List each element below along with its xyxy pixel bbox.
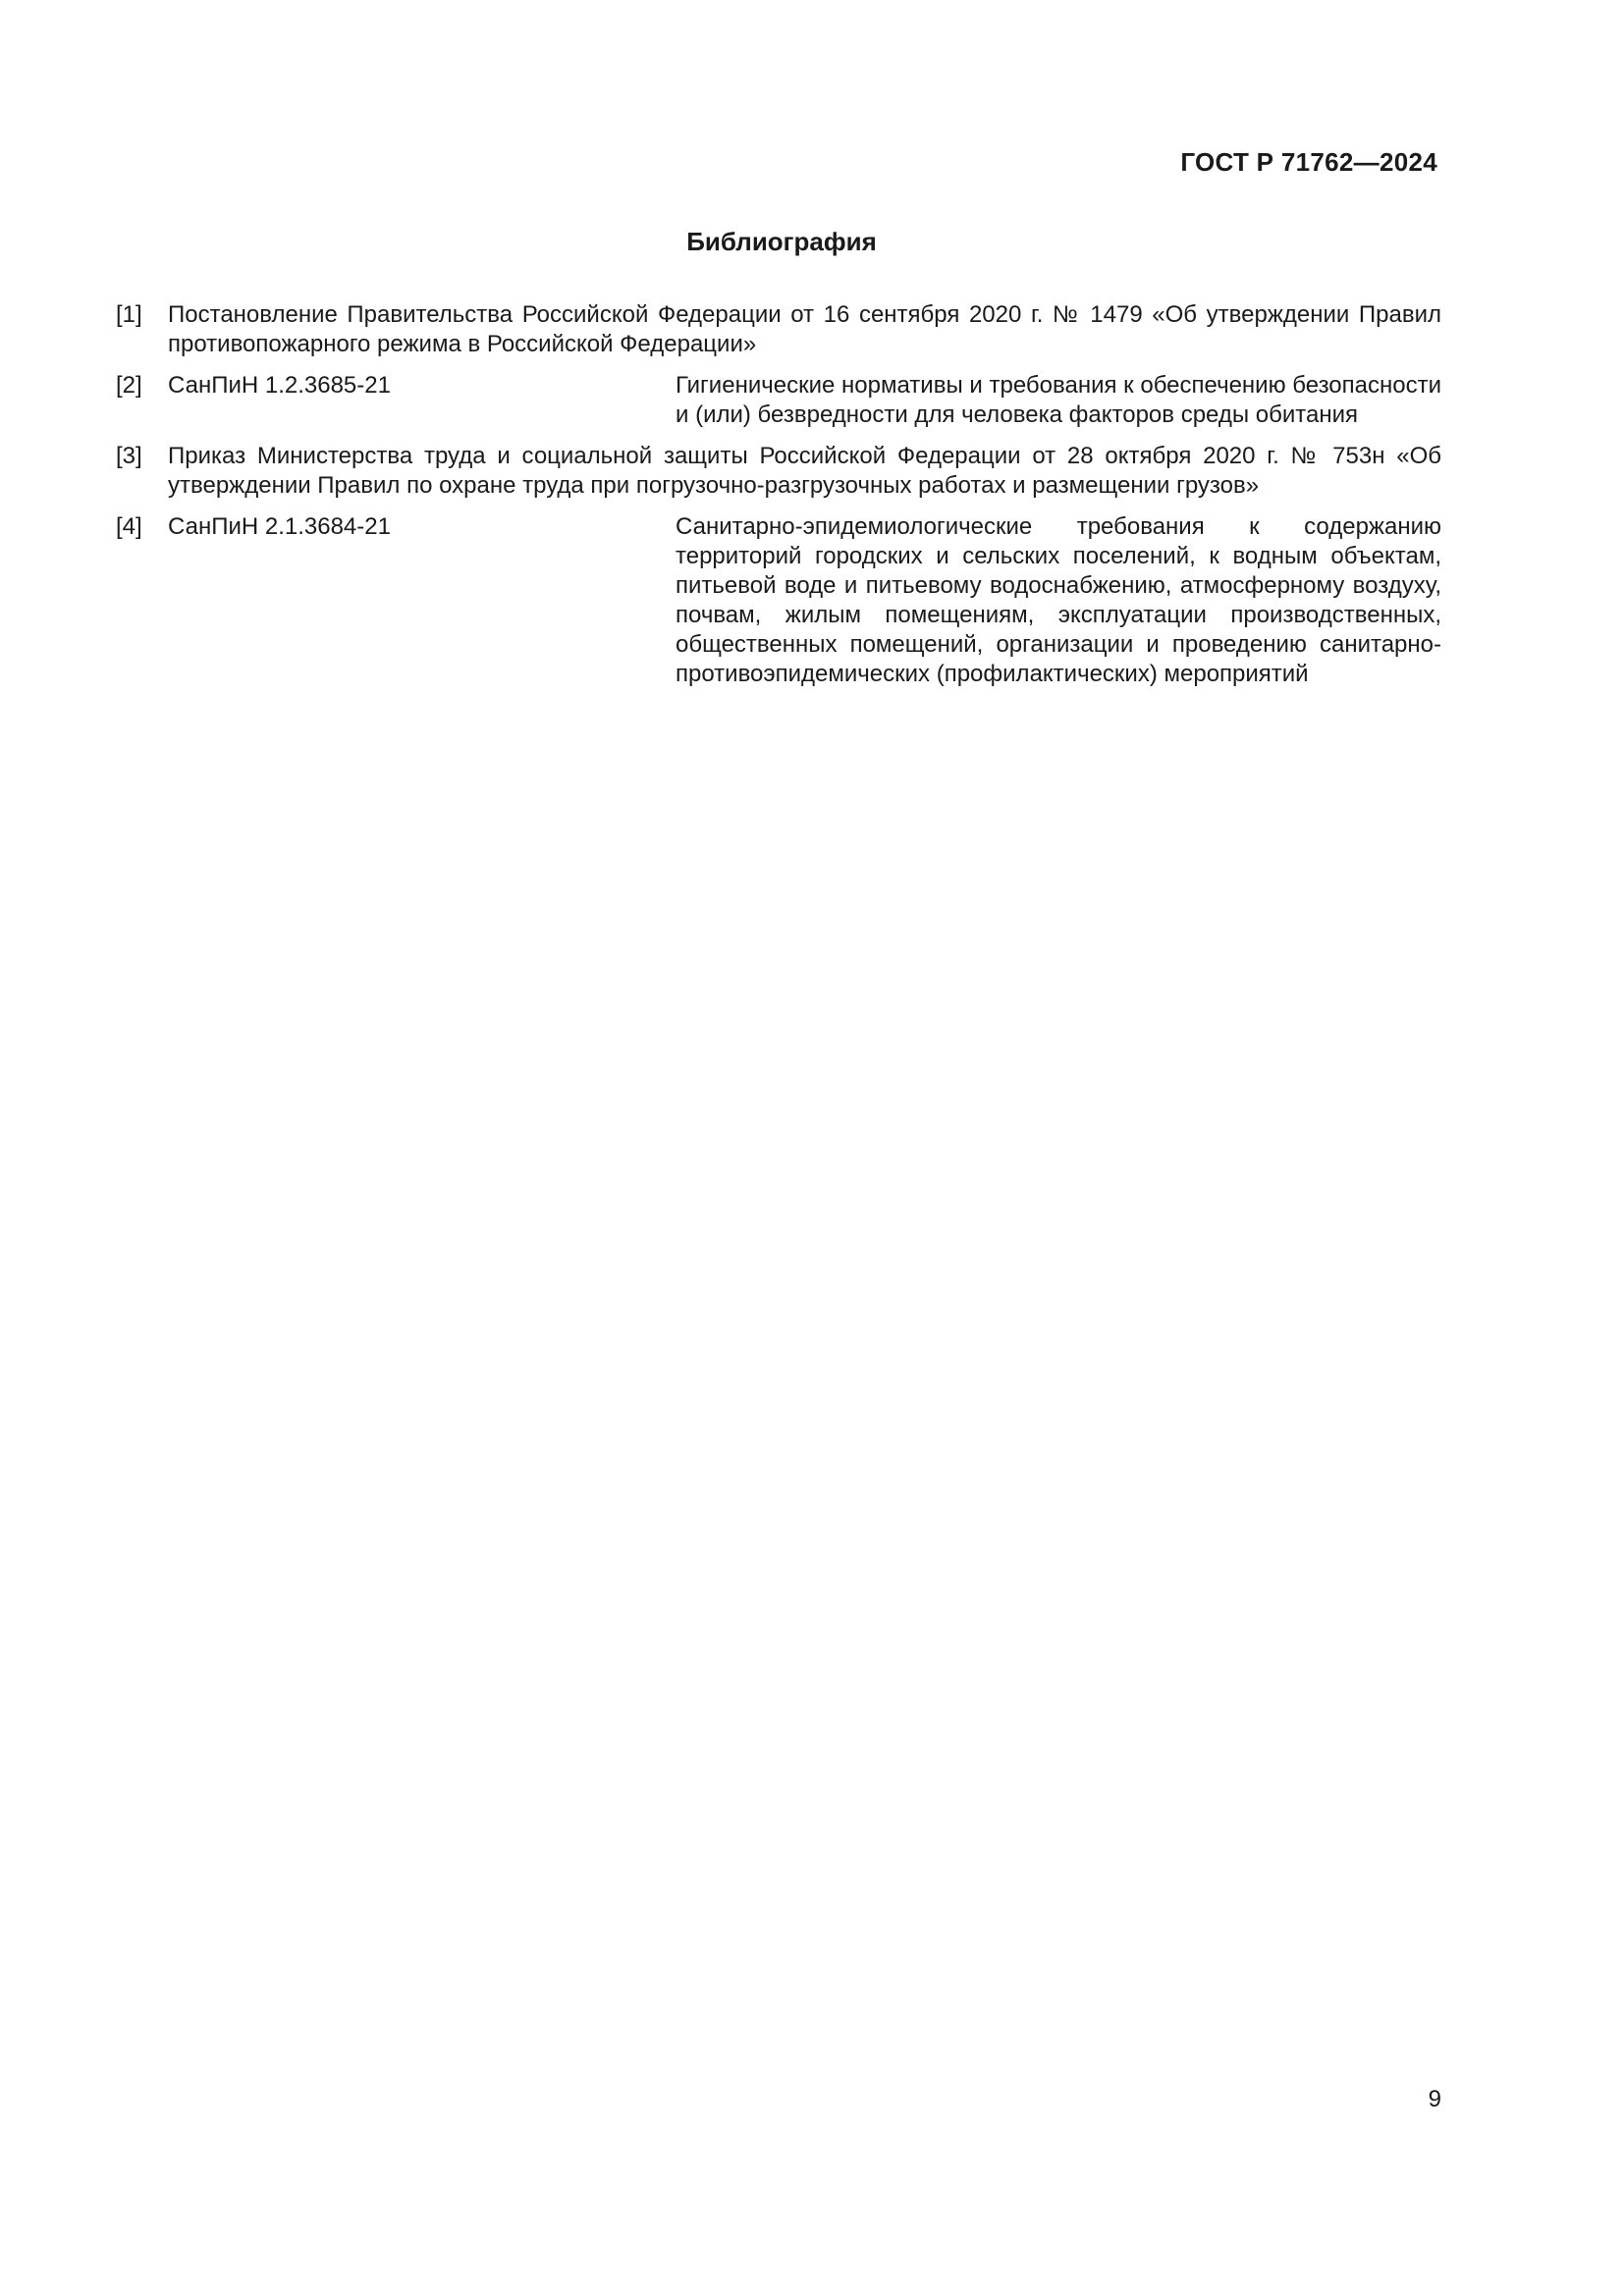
entry-description: Гигиенические нормативы и требования к обеспечению безопасности и (или) безвредности для человека факторов среды обитания <box>676 372 1441 428</box>
entry-text: Приказ Министерства труда и социальной защиты Российской Федерации от 28 октября 2020 г. № 753н «Об утверждении Правил по охране труда при погрузочно-разгрузочных работах и размещении грузов» <box>168 443 1441 499</box>
bibliography-entry <box>116 512 1441 689</box>
entry-text: Постановление Правительства Российской Федерации от 16 сентября 2020 г. № 1479 «Об утверждении Правил противопожарного режима в Российской Федерации» <box>168 301 1441 357</box>
bibliography-entry <box>116 371 1441 430</box>
entry-number: [4] <box>116 513 142 540</box>
bibliography-entry <box>116 442 1441 501</box>
entry-number: [2] <box>116 372 142 399</box>
bibliography-entry <box>116 300 1441 359</box>
entry-code: СанПиН 2.1.3684-21 <box>168 513 391 540</box>
entry-description: Санитарно-эпидемиологические требования к содержанию территорий городских и сельских поселений, к водным объектам, питьевой воде и питьевому водоснабжению, атмосферному воздуху, почвам, жилым помещениям, эксплуатации производственных, общественных помещений, организации и проведению санитарно-противоэпидемических (профилактических) мероприятий <box>676 513 1441 687</box>
document-code: ГОСТ Р 71762—2024 <box>1180 147 1437 177</box>
entry-number: [3] <box>116 443 142 469</box>
entry-code: СанПиН 1.2.3685-21 <box>168 372 391 399</box>
page-number: 9 <box>1428 2086 1441 2112</box>
section-title: Библиография <box>686 227 877 256</box>
entry-number: [1] <box>116 301 142 328</box>
bibliography-list <box>116 300 1441 701</box>
